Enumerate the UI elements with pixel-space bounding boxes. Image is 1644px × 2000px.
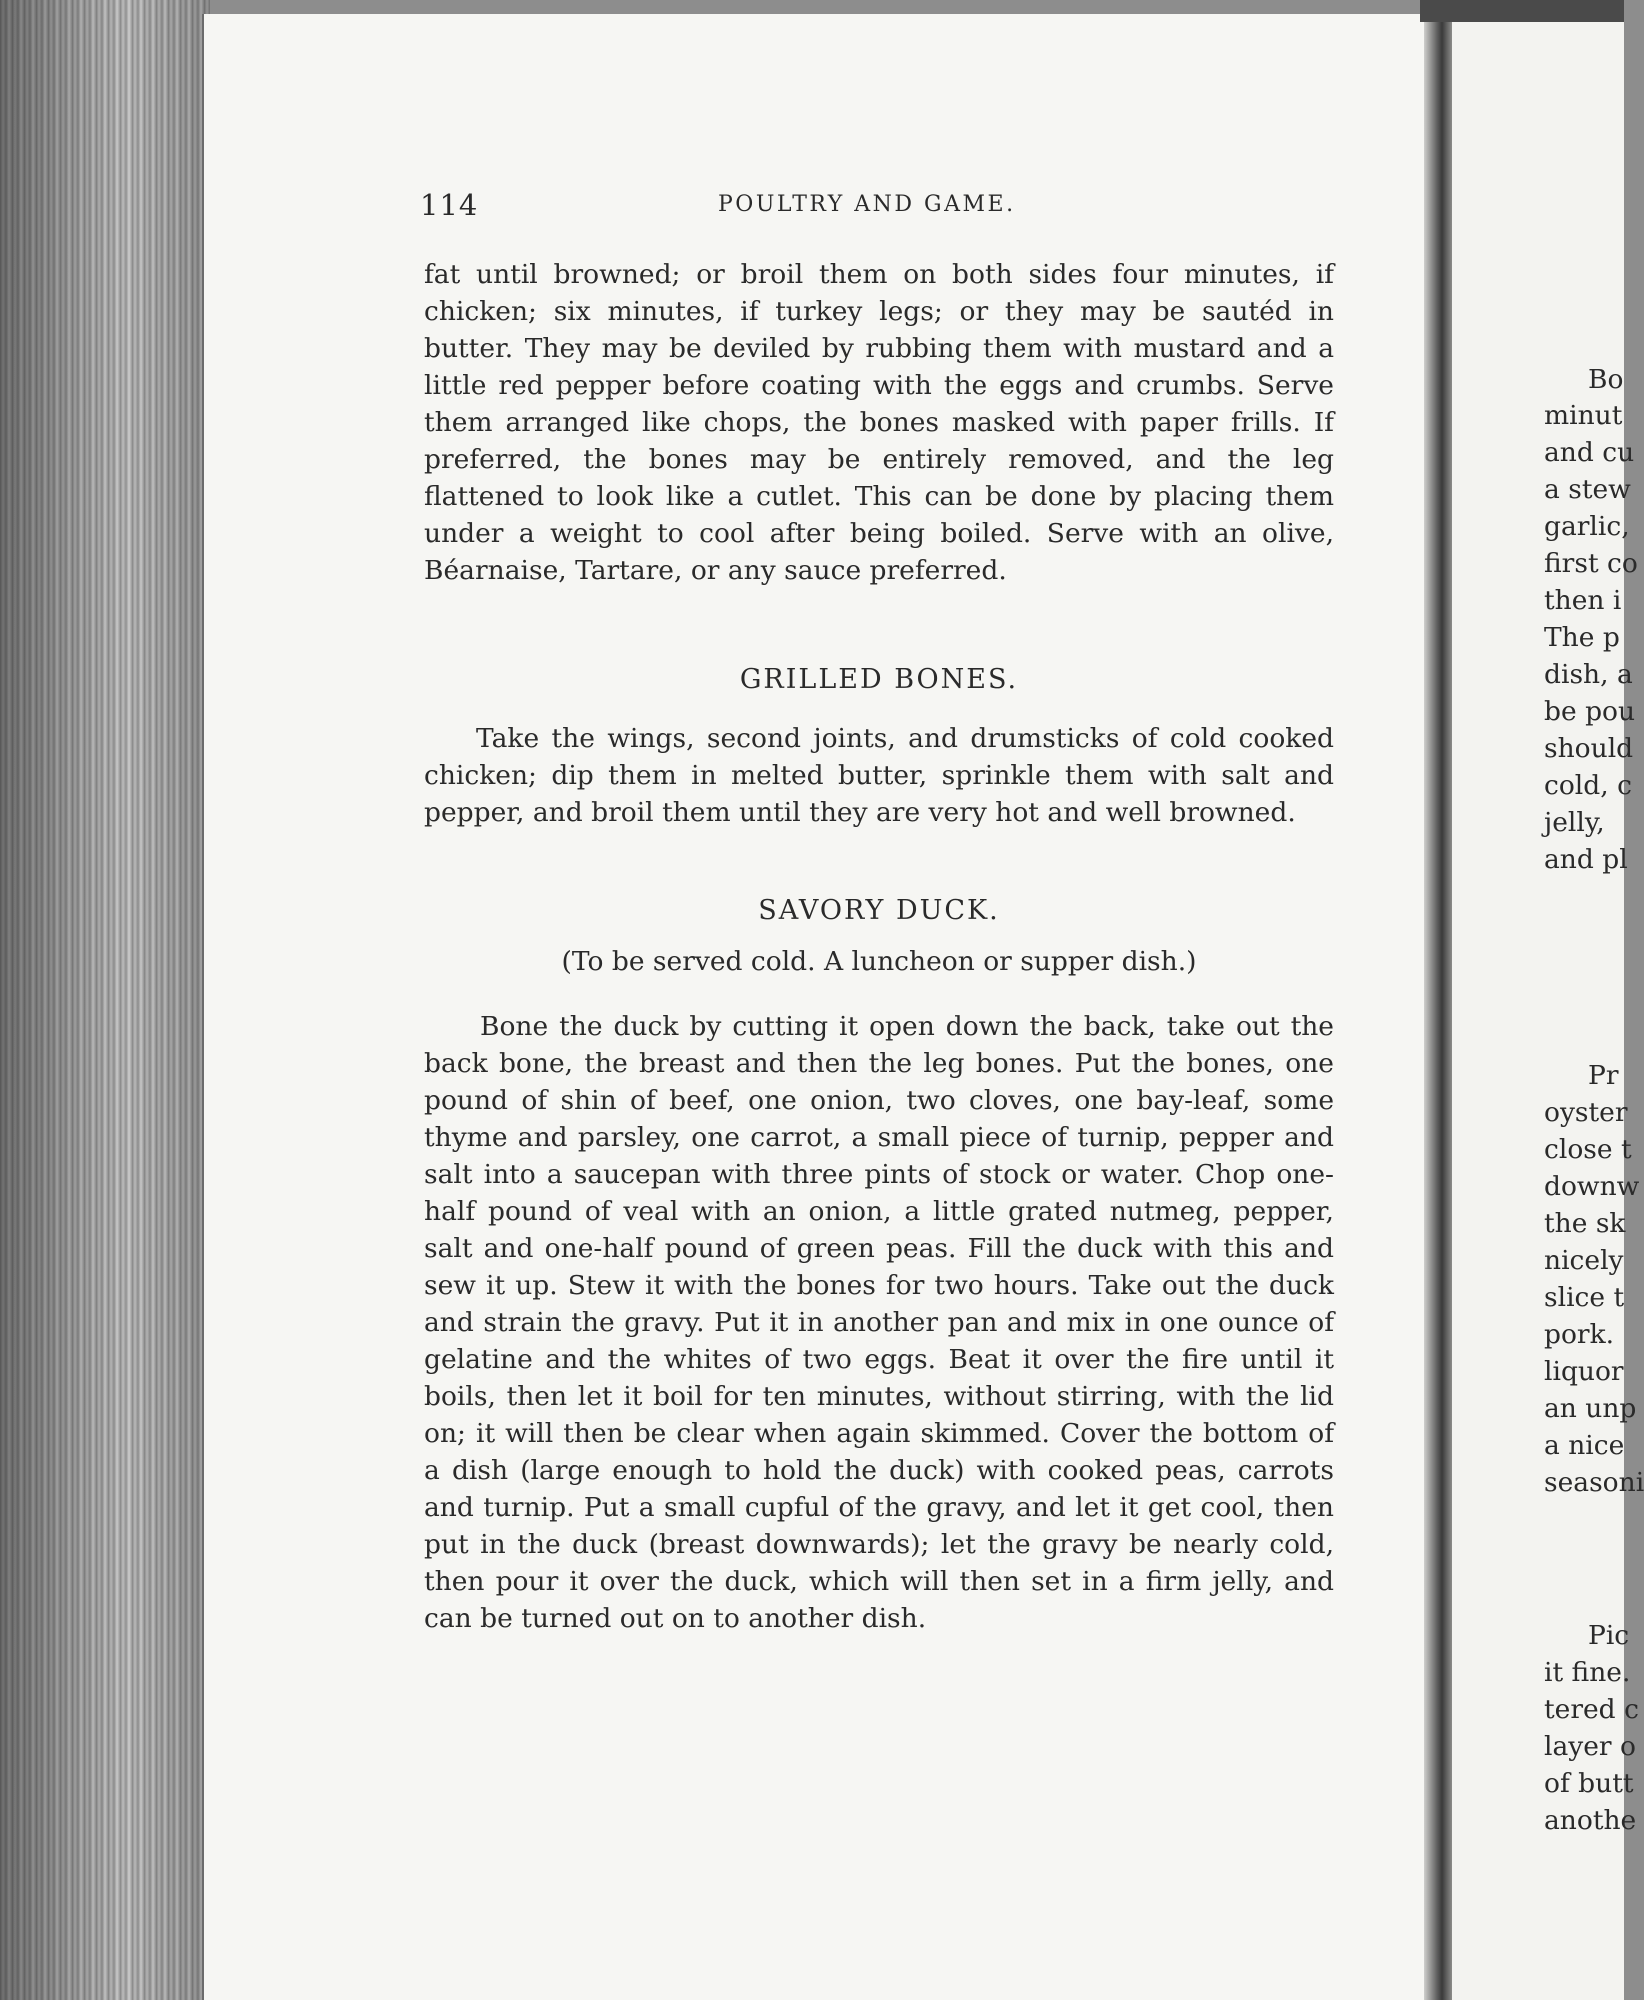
right-page-line: minut: [1544, 400, 1623, 431]
right-page-line: nicely: [1544, 1245, 1624, 1276]
right-page-line: garlic,: [1544, 511, 1630, 542]
right-page-line: seasoni: [1544, 1467, 1644, 1498]
right-page-line: an unp: [1544, 1393, 1637, 1424]
right-page-line: The p: [1544, 622, 1620, 653]
right-page-line: oyster: [1544, 1097, 1628, 1128]
savory-duck-subtitle: (To be served cold. A luncheon or supper dish.): [561, 946, 1197, 977]
grilled-bones-paragraph: Take the wings, second joints, and drumsticks of cold cooked chicken; dip them in melted butter, sprinkle them with salt and pepper, and broil them until they are very hot and well browned.: [424, 723, 1334, 828]
right-page-line: layer o: [1544, 1731, 1636, 1762]
right-page-line: first co: [1544, 548, 1638, 579]
right-page-line: liquor: [1544, 1356, 1624, 1387]
savory-duck-paragraph: Bone the duck by cutting it open down the back, take out the back bone, the breast and then the leg bones. Put the bones, one pound of shin of beef, one onion, two cloves, one bay-leaf, some thyme and parsley, one carrot, a small piece of turnip, pepper and salt into a saucepan with three pints of stock or water. Chop one-half pound of veal with an onion, a little grated nutmeg, pepper, salt and one-half pound of green peas. Fill the duck with this and sew it up. Stew it with the bones for two hours. Take out the duck and strain the gravy. Put it in another pan and mix in one ounce of gelatine and the whites of two eggs. Beat it over the fire until it boils, then let it boil for ten minutes, without stirring, with the lid on; it will then be clear when again skimmed. Cover the bottom of a dish (large enough to hold the duck) with cooked peas, carrots and turnip. Put a small cupful of the gravy, and let it get cool, then put in the duck (breast downwards); let the gravy be nearly cold, then pour it over the duck, which will then set in a firm jelly, and can be turned out on to another dish.: [424, 1011, 1334, 1634]
right-page-line: should: [1544, 733, 1634, 764]
right-page-top-shadow: [1420, 0, 1624, 22]
page-edge-shadow: [0, 0, 210, 2000]
right-page-line: close t: [1544, 1134, 1632, 1165]
right-page-line: the sk: [1544, 1208, 1626, 1239]
right-page-line: pork.: [1544, 1319, 1615, 1350]
right-page-line: anothe: [1544, 1805, 1637, 1836]
right-page-line: jelly,: [1544, 807, 1605, 838]
book-gutter: [1424, 0, 1454, 2000]
right-page-line: it fine.: [1544, 1657, 1631, 1688]
page-number: 114: [420, 188, 479, 222]
right-page-line: tered c: [1544, 1694, 1639, 1725]
right-page-line: a nice: [1544, 1430, 1625, 1461]
right-page-line: Pic: [1588, 1620, 1630, 1651]
running-head: POULTRY AND GAME.: [718, 192, 1016, 217]
right-page-line: a stew: [1544, 474, 1631, 505]
intro-paragraph: fat until browned; or broil them on both sides four minutes, if chicken; six minutes, if turkey legs; or they may be sautéd in butter. They may be deviled by rubbing them with mustard and a little red pepper before coating with the eggs and crumbs. Serve them arranged like chops, the bones masked with paper frills. If preferred, the bones may be entirely removed, and the leg flattened to look like a cutlet. This can be done by placing them under a weight to cool after being boiled. Serve with an olive, Béarnaise, Tartare, or any sauce preferred.: [424, 259, 1334, 586]
savory-duck-heading: SAVORY DUCK.: [758, 895, 1000, 926]
right-page-line: cold, c: [1544, 770, 1632, 801]
grilled-bones-heading: GRILLED BONES.: [739, 664, 1019, 695]
right-page-line: be pou: [1544, 696, 1636, 727]
right-page-line: and cu: [1544, 437, 1635, 468]
right-page-line: of butt: [1544, 1768, 1634, 1799]
right-page-line: slice t: [1544, 1282, 1625, 1313]
right-page-line: Pr: [1588, 1060, 1619, 1091]
right-page-line: then i: [1544, 585, 1622, 616]
right-page-line: downw: [1544, 1171, 1640, 1202]
right-page-line: Bo: [1588, 364, 1624, 395]
right-page-line: and pl: [1544, 844, 1628, 875]
right-page-line: dish, a: [1544, 659, 1633, 690]
